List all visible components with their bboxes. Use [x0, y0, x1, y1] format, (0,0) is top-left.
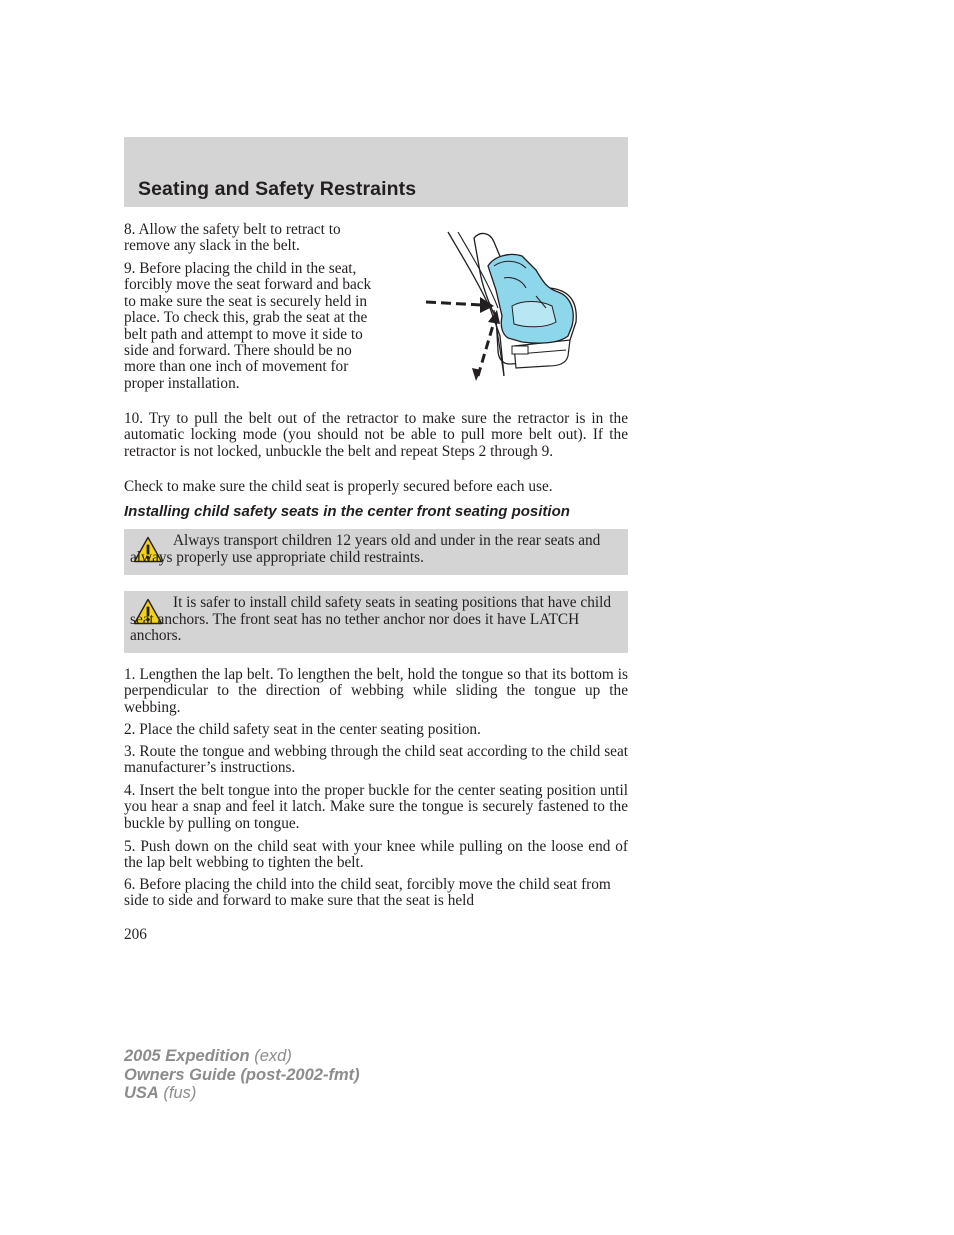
footer-line-3 [124, 1084, 360, 1103]
center-step-6: 6. Before placing the child into the child seat, forcibly move the child seat from side to side and forward to make sure that the seat is held [124, 876, 611, 910]
center-step-4: 4. Insert the belt tongue into the proper buckle for the center seating position until you hear a snap and feel it latch. Make sure the tongue is securely fastened to the buckle by pulling on tongue. [124, 782, 628, 832]
child-seat-belt-illustration [418, 226, 590, 386]
warning-text: It is safer to install child safety seats in seating positions that have child seat anchors. The front seat has no tether anchor nor does it have LATCH anchors. [130, 594, 611, 645]
section-title: Seating and Safety Restraints [138, 178, 417, 200]
center-step-3: 3. Route the tongue and webbing through the child seat according to the child seat manufacturer’s instructions. [124, 743, 628, 777]
center-seating-subheading: Installing child safety seats in the center front seating position [124, 503, 570, 520]
step-10-text: 10. Try to pull the belt out of the retractor to make sure the retractor is in the automatic locking mode (you should not be able to pull more belt out). If the retractor is not locked, unbuckle the belt and repeat Steps 2 through 9. [124, 410, 628, 460]
warning-box-rear-seats [124, 529, 628, 575]
footer-market-code: (fus) [158, 1084, 197, 1102]
check-secured-text: Check to make sure the child seat is properly secured before each use. [124, 478, 553, 495]
warning-box-anchors [124, 591, 628, 653]
footer-model: 2005 Expedition [124, 1047, 250, 1065]
step-8-text: 8. Allow the safety belt to retract to remove any slack in the belt. [124, 221, 341, 255]
footer-model-code: (exd) [249, 1047, 292, 1065]
footer-line-1 [124, 1047, 360, 1066]
footer-guide: Owners Guide (post-2002-fmt) [124, 1065, 360, 1084]
footer-market: USA [124, 1084, 159, 1102]
section-header-band [124, 137, 628, 207]
step-9-text: 9. Before placing the child in the seat, forcibly move the seat forward and back to make sure the seat is securely held in place. To check this, grab the seat at the belt path and attempt to move it side to side and forward. There should be no more than one inch of movement for proper installation. [124, 260, 372, 392]
center-step-5: 5. Push down on the child seat with your knee while pulling on the loose end of the lap belt webbing to tighten the belt. [124, 838, 628, 872]
document-footer [124, 1047, 360, 1103]
warning-text: Always transport children 12 years old and under in the rear seats and always properly use appropriate child restraints. [130, 532, 601, 566]
page-number: 206 [124, 926, 147, 943]
footer-line-2 [124, 1066, 360, 1085]
center-step-1: 1. Lengthen the lap belt. To lengthen the belt, hold the tongue so that its bottom is perpendicular to the direction of webbing while sliding the tongue up the webbing. [124, 666, 628, 716]
center-step-2: 2. Place the child safety seat in the center seating position. [124, 721, 481, 738]
